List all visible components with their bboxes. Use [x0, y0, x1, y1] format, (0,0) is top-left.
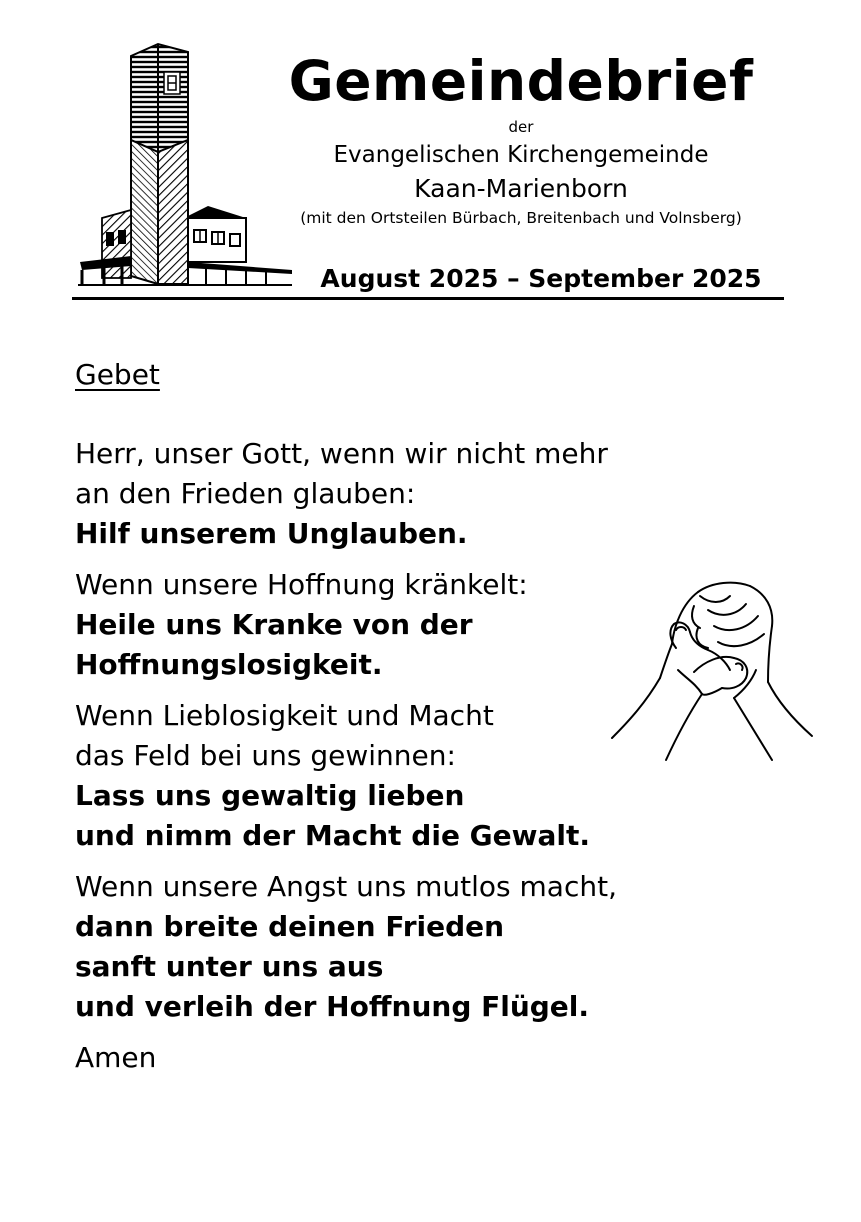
congregation-name: Evangelischen Kirchengemeinde [333, 142, 709, 168]
prayer-response: Hilf unserem Unglauben. [75, 517, 468, 550]
prayer-line: Wenn unsere Angst uns mutlos macht, [75, 870, 617, 903]
prayer-response: und nimm der Macht die Gewalt. [75, 819, 591, 852]
prayer-stanza-4 [75, 867, 695, 1027]
subtitle-der: der [508, 118, 534, 136]
prayer-line: Wenn unsere Hoffnung kränkelt: [75, 568, 528, 601]
place-name: Kaan-Marienborn [414, 174, 628, 203]
prayer-response: Hoffnungslosigkeit. [75, 648, 383, 681]
prayer-line: das Feld bei uns gewinnen: [75, 739, 456, 772]
prayer-line: Wenn Lieblosigkeit und Macht [75, 699, 494, 732]
header-divider [72, 297, 784, 300]
prayer-response: und verleih der Hoffnung Flügel. [75, 990, 590, 1023]
districts-note: (mit den Ortsteilen Bürbach, Breitenbach und Volnsberg) [300, 209, 742, 227]
prayer-text [75, 434, 695, 1078]
prayer-line: an den Frieden glauben: [75, 477, 416, 510]
prayer-stanza-1 [75, 434, 695, 554]
prayer-response: Lass uns gewaltig lieben [75, 779, 465, 812]
prayer-response: sanft unter uns aus [75, 950, 384, 983]
prayer-stanza-2 [75, 565, 695, 685]
issue-date-range: August 2025 – September 2025 [320, 264, 762, 293]
prayer-line: Herr, unser Gott, wenn wir nicht mehr [75, 437, 608, 470]
prayer-response: dann breite deinen Frieden [75, 910, 505, 943]
newsletter-title: Gemeindebrief [288, 49, 754, 113]
prayer-stanza-3 [75, 696, 695, 856]
prayer-heading: Gebet [75, 358, 160, 391]
church-tower-icon [76, 40, 292, 288]
prayer-amen: Amen [75, 1041, 157, 1074]
praying-hands-icon [606, 574, 818, 764]
prayer-response: Heile uns Kranke von der [75, 608, 473, 641]
